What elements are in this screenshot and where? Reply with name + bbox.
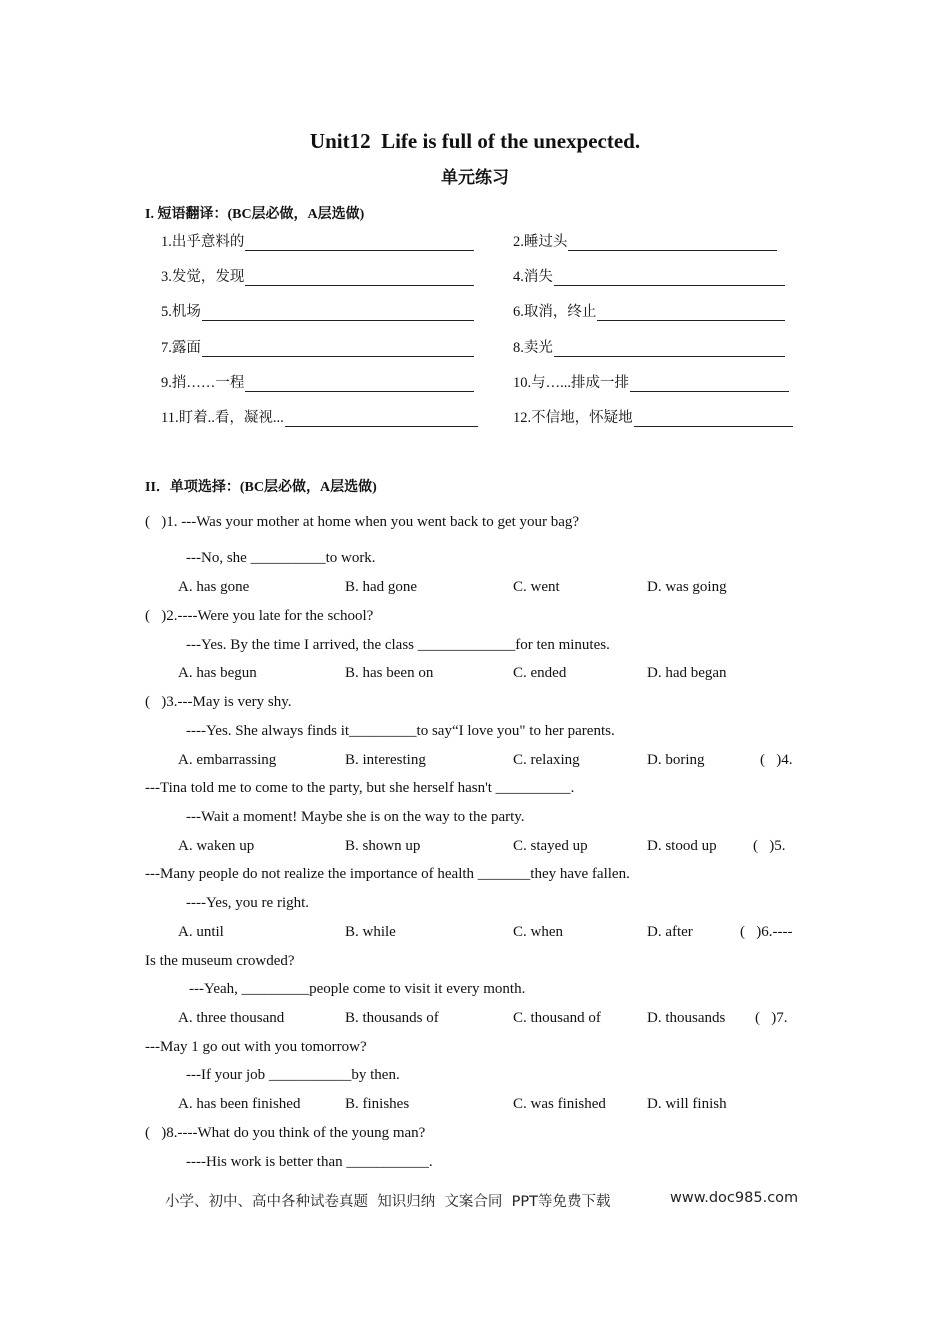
answer-blank[interactable] (202, 305, 474, 321)
footer-url[interactable]: www.doc985.com (670, 1190, 799, 1206)
vocab-label: 12.不信地，怀疑地 (513, 410, 633, 426)
vocab-label: 4.消失 (513, 269, 553, 285)
question-stem: ( )3.---May is very shy. (145, 694, 292, 710)
question-reply: ----Yes, you re right. (186, 895, 310, 911)
vocab-label: 6.取消，终止 (513, 304, 597, 320)
answer-blank[interactable] (597, 305, 785, 321)
answer-blank[interactable] (568, 235, 777, 251)
option-d[interactable]: D. stood up (647, 838, 717, 854)
answer-blank[interactable] (202, 341, 474, 357)
answer-blank[interactable] (245, 376, 474, 392)
question-reply: ---Yeah, _________people come to visit it every month. (189, 981, 526, 997)
vocab-label: 10.与…...排成一排 (513, 375, 629, 391)
answer-blank[interactable] (634, 411, 793, 427)
option-b[interactable]: B. shown up (345, 838, 421, 854)
question-number: ( )7. (755, 1010, 788, 1026)
question-reply: ---No, she __________to work. (186, 550, 376, 566)
vocab-item (161, 409, 478, 427)
vocab-item (513, 233, 777, 251)
option-d[interactable]: D. had began (647, 665, 727, 681)
question-stem: Is the museum crowded? (145, 953, 295, 969)
option-b[interactable]: B. thousands of (345, 1010, 439, 1026)
option-c[interactable]: C. stayed up (513, 838, 588, 854)
option-a[interactable]: A. has been finished (178, 1096, 301, 1112)
question-reply: ---Yes. By the time I arrived, the class _____________for ten minutes. (186, 637, 610, 653)
vocab-item (161, 339, 474, 357)
vocab-item (161, 374, 474, 392)
question-stem: ( )2.----Were you late for the school? (145, 608, 374, 624)
option-b[interactable]: B. has been on (345, 665, 434, 681)
option-b[interactable]: B. had gone (345, 579, 418, 595)
option-b[interactable]: B. finishes (345, 1096, 410, 1112)
vocab-label: 5.机场 (161, 304, 201, 320)
vocab-label: 9.捎……一程 (161, 375, 245, 391)
question-reply: ---If your job ___________by then. (186, 1067, 400, 1083)
question-reply: ----Yes. She always finds it_________to say“I love you" to her parents. (186, 723, 615, 739)
option-c[interactable]: C. relaxing (513, 752, 580, 768)
option-c[interactable]: C. was finished (513, 1096, 606, 1112)
option-c[interactable]: C. ended (513, 665, 567, 681)
question-stem: ---Tina told me to come to the party, but she herself hasn't __________. (145, 780, 575, 796)
question-stem: ( )8.----What do you think of the young man? (145, 1125, 426, 1141)
section1-heading: I. 短语翻译：(BC层必做，A层选做) (145, 207, 365, 222)
footer-text: 小学、初中、高中各种试卷真题 知识归纳 文案合同 PPT等免费下载 (165, 1194, 611, 1210)
option-a[interactable]: A. embarrassing (178, 752, 277, 768)
option-a[interactable]: A. has begun (178, 665, 257, 681)
option-b[interactable]: B. while (345, 924, 396, 940)
option-d[interactable]: D. was going (647, 579, 727, 595)
question-stem: ---Many people do not realize the importance of health _______they have fallen. (145, 866, 630, 882)
answer-blank[interactable] (245, 235, 474, 251)
page-title: Unit12 Life is full of the unexpected. (309, 129, 641, 153)
answer-blank[interactable] (554, 270, 785, 286)
option-a[interactable]: A. until (178, 924, 224, 940)
question-stem: ---May 1 go out with you tomorrow? (145, 1039, 367, 1055)
option-d[interactable]: D. boring (647, 752, 705, 768)
question-number: ( )4. (760, 752, 793, 768)
vocab-label: 3.发觉，发现 (161, 269, 245, 285)
vocab-item (513, 374, 789, 392)
answer-blank[interactable] (630, 376, 789, 392)
vocab-label: 2.睡过头 (513, 234, 568, 250)
option-c[interactable]: C. went (513, 579, 560, 595)
answer-blank[interactable] (285, 411, 478, 427)
vocab-item (513, 268, 785, 286)
option-a[interactable]: A. waken up (178, 838, 255, 854)
question-reply: ---Wait a moment! Maybe she is on the way to the party. (186, 809, 525, 825)
option-d[interactable]: D. after (647, 924, 693, 940)
question-stem: ( )1. ---Was your mother at home when you went back to get your bag? (145, 514, 580, 530)
vocab-label: 1.出乎意料的 (161, 234, 245, 250)
option-b[interactable]: B. interesting (345, 752, 426, 768)
question-reply: ----His work is better than ___________. (186, 1154, 433, 1170)
section2-heading: II．单项选择：(BC层必做，A层选做) (145, 480, 377, 495)
answer-blank[interactable] (554, 341, 785, 357)
page-subtitle: 单元练习 (441, 168, 509, 188)
vocab-item (161, 268, 474, 286)
vocab-item (513, 303, 785, 321)
question-number: ( )5. (753, 838, 786, 854)
option-d[interactable]: D. will finish (647, 1096, 727, 1112)
vocab-label: 8.卖光 (513, 340, 553, 356)
option-c[interactable]: C. thousand of (513, 1010, 601, 1026)
vocab-label: 11.盯着..看，凝视... (161, 410, 284, 426)
option-d[interactable]: D. thousands (647, 1010, 726, 1026)
vocab-item (513, 409, 793, 427)
question-number: ( )6.---- (740, 924, 793, 940)
answer-blank[interactable] (245, 270, 474, 286)
vocab-label: 7.露面 (161, 340, 201, 356)
option-c[interactable]: C. when (513, 924, 563, 940)
option-a[interactable]: A. three thousand (178, 1010, 285, 1026)
option-a[interactable]: A. has gone (178, 579, 250, 595)
vocab-item (161, 303, 474, 321)
vocab-item (161, 233, 474, 251)
vocab-item (513, 339, 785, 357)
